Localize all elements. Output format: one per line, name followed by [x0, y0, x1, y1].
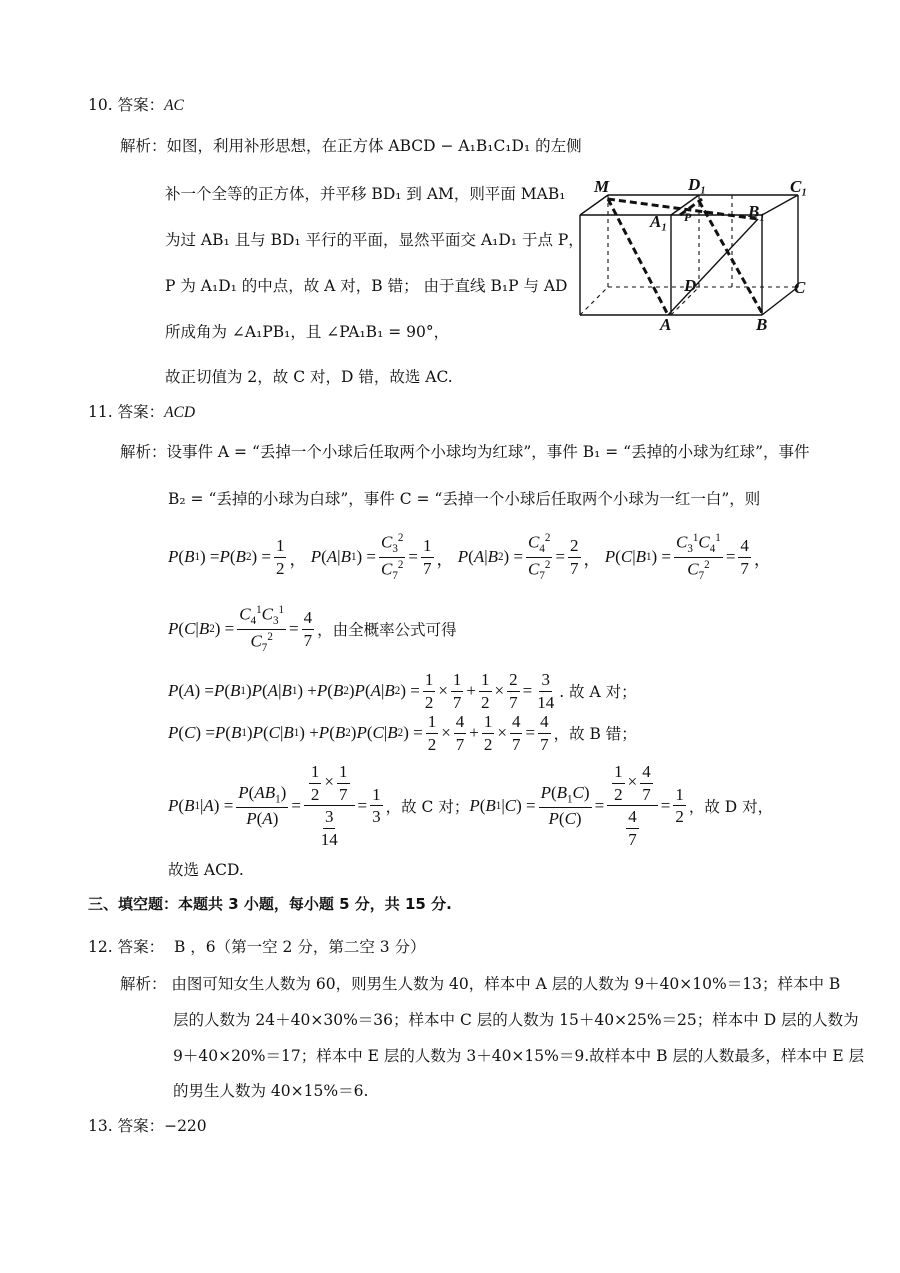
- q13-label: 13. 答案：: [88, 1117, 165, 1135]
- q10-label: 10. 答案：: [88, 96, 165, 114]
- q11-equation-2: P ( C | B 2 ) = $\frac{C_4^1C_3^1}{C_7^2}$ = $\frac{4}{7}$ ，由全概率公式可得: [168, 604, 457, 654]
- hidden-edge: [580, 287, 608, 315]
- edge: [762, 195, 798, 215]
- q11-equation-1: P ( B 1 ) = P ( B 2 ) = $\frac{1}{2}$ ， P ( A | B 1 ) = $\frac{C_3^2}{C_7^2}$ = $\frac{1}{7}$ ， P ( A | B 2 ) = $\frac{C_4^2}{C_7^2}$ = $\frac{2}{7}$ ， P ( C | B 1 ) = $\frac{C_3^1C_4^1}{C_7^2}$ = $\frac{4}{7}$ ，: [168, 532, 771, 582]
- q11-answer: ACD: [164, 404, 196, 421]
- label-A: A: [660, 315, 672, 334]
- q12-line-2: 层的人数为 24＋40×30%＝36；样本中 C 层的人数为 15＋40×25%＝25；样本中 D 层的人数为: [173, 1011, 859, 1029]
- q13-header: [88, 1117, 207, 1136]
- q12-label: 12. 答案：: [88, 938, 165, 956]
- diagonal: [668, 219, 758, 315]
- edge: [762, 287, 798, 315]
- q10-answer: AC: [164, 97, 184, 114]
- label-B1: B₁: [748, 202, 766, 221]
- q11-tail-5: ，故 D 对，: [688, 797, 774, 816]
- q11-equation-4: P ( C ) = P ( B 1 ) P ( C | B 1 ) + P ( B 2 ) P ( C | B 2 ) = $\frac{1}{2}$ × $\frac{4}{7}$ + $\frac{1}{2}$ × $\frac{4}{7}$ = $\frac{4}{7}$ ，故 B 错；: [168, 712, 637, 754]
- q11-header: [88, 403, 195, 423]
- q11-line-2: B₂ = “丢掉的小球为白球”，事件 C = “丢掉一个小球后任取两个小球为一红一白”，则: [168, 490, 761, 508]
- label-D: D: [684, 276, 697, 295]
- q11-equation-5: P ( B 1 | A ) = $\frac{P(AB_1)}{P(A)}$ = $\frac{1}{2}$ × $\frac{1}{7}$ $\frac{3}{14}$ = $\frac{1}{3}$ ，故 C 对； P ( B 1 | C ) = $\frac{P(B_1C)}{P(C)}$ = $\frac{1}{2}$ × $\frac{4}{7}$ $\frac{4}{7}$ = $\frac{1}{2}$ ，故 D 对，: [168, 762, 774, 849]
- label-D1: D₁: [688, 175, 707, 194]
- q11-equation-3: P ( A ) = P ( B 1 ) P ( A | B 1 ) + P ( B 2 ) P ( A | B 2 ) = $\frac{1}{2}$ × $\frac{1}{7}$ + $\frac{1}{2}$ × $\frac{2}{7}$ = $\frac{3}{14}$ . 故 A 对；: [168, 670, 637, 712]
- q10-line-4: P 为 A₁D₁ 的中点，故 A 对，B 错； 由于直线 B₁P 与 AD: [165, 277, 568, 295]
- q12-line-1: 解析： 由图可知女生人数为 60，则男生人数为 40，样本中 A 层的人数为 9＋40×10%＝13；样本中 B: [120, 975, 841, 993]
- q10-line-5: 所成角为 ∠A₁PB₁，且 ∠PA₁B₁ = 90°，: [165, 323, 450, 341]
- q11-tail-2: . 故 A 对；: [559, 683, 637, 702]
- label-C1: C₁: [790, 177, 808, 196]
- plane-edge: [608, 199, 758, 219]
- label-A1: A₁: [650, 212, 668, 231]
- q11-tail-4: ，故 C 对；: [385, 797, 470, 816]
- q10-line-1: 解析：如图，利用补形思想，在正方体 ABCD − A₁B₁C₁D₁ 的左侧: [120, 137, 582, 155]
- q10-line-2: 补一个全等的正方体，并平移 BD₁ 到 AM，则平面 MAB₁: [165, 185, 566, 203]
- edge: [580, 195, 608, 215]
- q10-line-6: 故正切值为 2，故 C 对，D 错，故选 AC.: [165, 368, 453, 386]
- label-P: P: [684, 210, 692, 224]
- q11-conclusion: 故选 ACD.: [168, 861, 244, 879]
- q11-tail-1: ，由全概率公式可得: [317, 621, 457, 640]
- q13-answer: −220: [164, 1117, 207, 1135]
- q11-line-1: 解析：设事件 A = “丢掉一个小球后任取两个小球均为红球”，事件 B₁ = “丢掉的小球为红球”，事件: [120, 443, 810, 461]
- q12-line-4: 的男生人数为 40×15%＝6.: [173, 1082, 369, 1100]
- cube-figure: [572, 175, 812, 335]
- q10-line-3: 为过 AB₁ 且与 BD₁ 平行的平面，显然平面交 A₁D₁ 于点 P，: [165, 231, 584, 249]
- q11-label: 11. 答案：: [88, 403, 165, 421]
- q12-header: [88, 938, 426, 957]
- q11-tail-3: ，故 B 错；: [553, 725, 637, 744]
- label-C: C: [794, 278, 806, 297]
- section-heading: 三、填空题：本题共 3 小题，每小题 5 分，共 15 分.: [88, 895, 452, 913]
- q12-line-3: 9＋40×20%＝17；样本中 E 层的人数为 3＋40×15%＝9.故样本中 B 层的人数最多，样本中 E 层: [173, 1047, 865, 1065]
- label-B: B: [756, 315, 768, 334]
- q10-header: [88, 96, 184, 116]
- label-M: M: [594, 177, 610, 196]
- q12-answer: B ，6（第一空 2 分，第二空 3 分）: [173, 938, 426, 956]
